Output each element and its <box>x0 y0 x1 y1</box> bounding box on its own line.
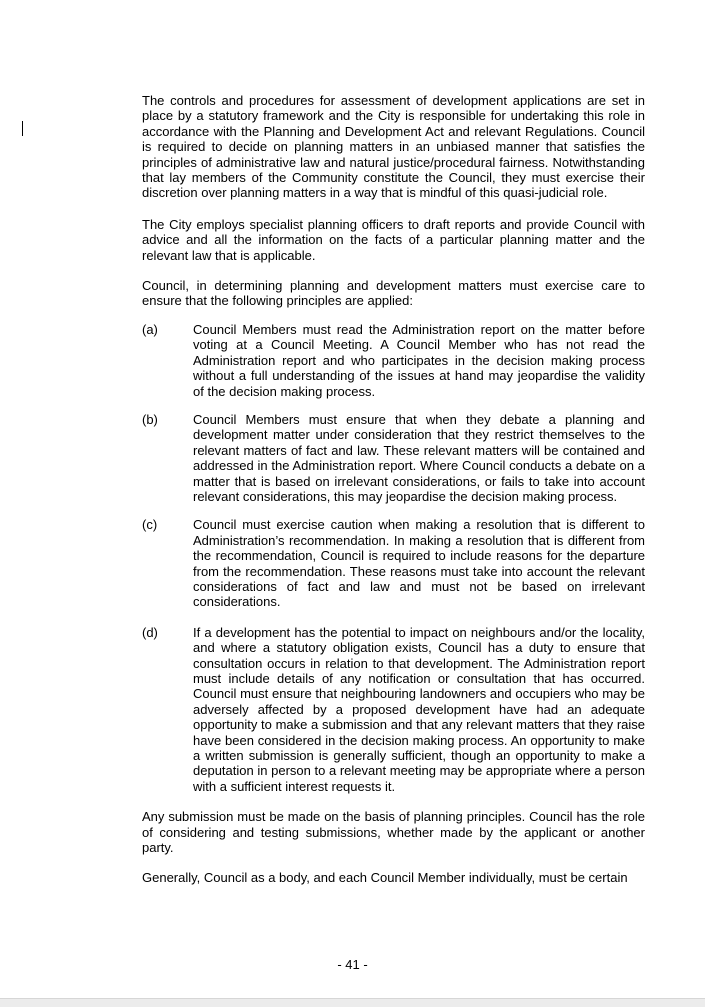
paragraph-principles-intro: Council, in determining planning and development matters must exercise care to ensure that the following principles are applied: <box>142 278 645 309</box>
page-number: - 41 - <box>337 957 368 972</box>
body-content <box>142 93 645 901</box>
list-item <box>142 625 645 794</box>
list-item-label: (c) <box>142 517 158 533</box>
list-item-text: Council must exercise caution when making a resolution that is different to Administration’s recommendation. In making a resolution that is different from the recommendation, Council is required to include reasons for the departure from the recommendation. These reasons must take into account the relevant considerations of fact and law and must not be based on irrelevant considerations. <box>193 517 645 610</box>
list-item-text: Council Members must read the Administration report on the matter before voting at a Council Meeting. A Council Member who has not read the Administration report and who participates in the decision making process without a full understanding of the issues at hand may jeopardise the validity of the decision making process. <box>193 321 645 399</box>
list-item-text: If a development has the potential to impact on neighbours and/or the locality, and where a statutory obligation exists, Council has a duty to ensure that consultation occurs in relation to that development. The Administration report must include details of any notification or consultation that has occurred. Council must ensure that neighbouring landowners and occupiers who may be adversely affected by a proposed development have had an adequate opportunity to make a submission and that any relevant matters that they raise have been considered in the decision making process. An opportunity to make a written submission is generally sufficient, though an opportunity to make a deputation in person to a relevant meeting may be appropriate where a person with a sufficient interest requests it. <box>193 624 645 794</box>
paragraph-assessment-framework: The controls and procedures for assessment of development applications are set in place by a statutory framework and the City is responsible for undertaking this role in accordance with the Planning and Development Act and relevant Regulations. Council is required to decide on planning matters in an unbiased manner that satisfies the principles of administrative law and natural justice/procedural fairness. Notwithstanding that lay members of the Community constitute the Council, they must exercise their discretion over planning matters in a way that is mindful of this quasi-judicial role. <box>142 93 645 201</box>
list-item-text: Council Members must ensure that when they debate a planning and development matter under consideration that they restrict themselves to the relevant matters of fact and law. These relevant matters will be contained and addressed in the Administration report. Where Council conducts a debate on a matter that is based on irrelevant considerations, or fails to take into account relevant considerations, this may jeopardise the decision making process. <box>193 411 645 504</box>
list-item <box>142 517 645 609</box>
paragraph-generally: Generally, Council as a body, and each Council Member individually, must be certain <box>142 870 628 886</box>
paragraph-submissions: Any submission must be made on the basis of planning principles. Council has the role of considering and testing submissions, whether made by the applicant or another party. <box>142 809 645 856</box>
paragraph-planning-officers: The City employs specialist planning officers to draft reports and provide Council with advice and all the information on the facts of a particular planning matter and the relevant law that is applicable. <box>142 216 645 263</box>
list-item-label: (a) <box>142 321 158 337</box>
list-item <box>142 322 645 399</box>
list-item-label: (d) <box>142 624 158 640</box>
list-item <box>142 412 645 504</box>
list-item-label: (b) <box>142 411 158 427</box>
revision-change-bar <box>22 121 23 136</box>
